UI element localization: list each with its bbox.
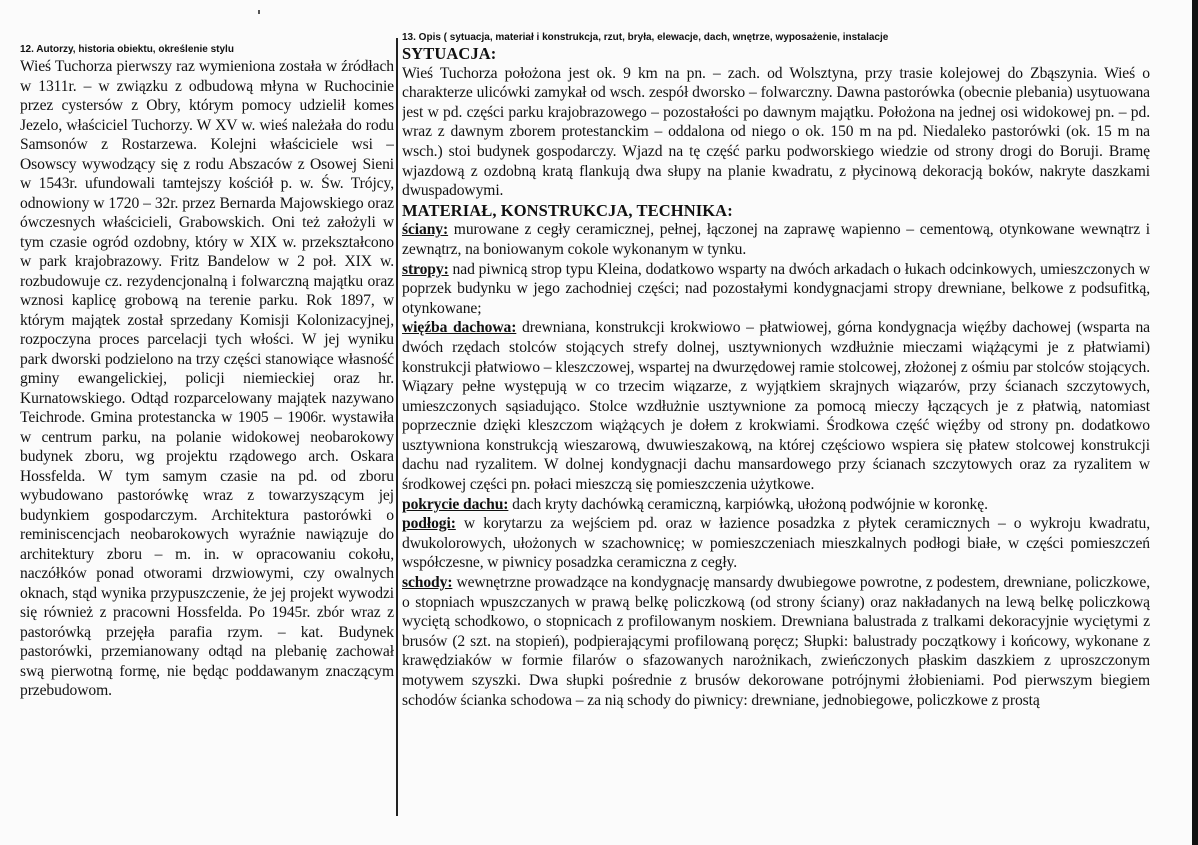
ceilings-label: stropy:	[402, 260, 449, 278]
section-12-header: 12. Autorzy, historia obiektu, określenie stylu	[20, 44, 234, 55]
stairs-label: schody:	[402, 574, 453, 592]
roofing-label: pokrycie dachu:	[402, 495, 509, 513]
roof-frame-paragraph	[402, 318, 1150, 494]
situation-text: Wieś Tuchorza położona jest ok. 9 km na pn. – zach. od Wolsztyna, przy trasie kolejowej do Zbąszynia. Wieś o charakterze ulicówki zamykał od wsch. zespół dworsko – folwarczny. Dawna pastorówka (obecnie plebania) usytuowana jest w pd. części parku krajobrazowego – pozostałości po dawnym majątku. Położona na jednej osi widokowej pn. – pd. wraz z dawnym zborem protestanckim – oddalona od niego o ok. 150 m na pd. Niedaleko pastorówki (ok. 15 m na wsch.) stoi budynek gospodarczy. Wjazd na tę część parku podworskiego wiedzie od strony drogi do Boruji. Bramę wjazdową z ozdobną kratą flankują dwa słupy na planie kwadratu, z płycinową dekoracją boków, nakryte daszkami dwuspadowymi.	[402, 64, 1150, 200]
roof-frame-text: drewniana, konstrukcji krokwiowo – płatwiowej, górna kondygnacja więźby dachowej (wsparta na dwóch rzędach stolców stojących strefy dolnej, usztywnionych wzdłużnie mieczami wiążącymi je z płatwiami) konstrukcji płatwiowo – kleszczowej, wspartej na dwurzędowej ramie stolcowej, złożonej z ośmiu par stolców stojących. Wiązary pełne występują w co trzecim wiązarze, z wyjątkiem skrajnych wiązarów, przy ścianach szczytowych, umieszczonych sąsiadująco. Stolce wzdłużnie usztywnione za pomocą mieczy łączących je z płatwią, natomiast poprzecznie dzięki kleszczom wiążących je dołem z krokwiami. Środkowa część więźby od strony pn. dodatkowo usztywniona konstrukcją wieszarową, dwuwieszakową, na której częściowo wspiera się płatew stolcowej konstrukcji dachu nad ryzalitem. W dolnej kondygnacji dachu mansardowego przy ścianach szczytowych oraz za ryzalitem w środkowej części pn. połaci mieszczą się pomieszczenia użytkowe.	[402, 319, 1150, 494]
material-title: MATERIAŁ, KONSTRUKCJA, TECHNIKA:	[402, 200, 733, 220]
left-column	[20, 40, 394, 830]
history-text: Wieś Tuchorza pierwszy raz wymieniona została w źródłach w 1311r. – w związku z odbudową młyna w Ruchocinie przez cystersów z Obry, którym pomocy udzielił komes Jezelo, właściciel Tuchorzy. W XV w. wieś należała do rodu Samsonów z Rostarzewa. Kolejni właściciele wsi – Osowscy wywodzący się z rodu Abszaców z Osowej Sieni w 1543r. ufundowali tamtejszy kościół p. w. Św. Trójcy, odnowiony w 1720 – 32r. przez Bernarda Majowskiego oraz ówczesnych właścicieli, Grabowskich. Oni też założyli w tym czasie ogród ozdobny, który w XIX w. przekształcono w park krajobrazowy. Fritz Bandelow w 2 poł. XIX w. rozbudowuje cz. rezydencjonalną i folwarczną majątku oraz wznosi kaplicę grobową na terenie parku. Rok 1897, w którym majątek został sprzedany Komisji Kolonizacyjnej, rozpoczyna proces parcelacji tych włości. W jej wyniku park dworski podzielono na trzy części stanowiące własność gminy ewangelickiej, policji niemieckiej oraz hr. Kurnatowskiego. Odtąd rozparcelowany majątek nazywano Teichrode. Gmina protestancka w 1905 – 1906r. wystawiła w centrum parku, na polanie widokowej neobarokowy budynek zboru, wg projektu rządowego arch. Oskara Hossfelda. W tym samym czasie na pd. od zboru wybudowano pastorówkę wraz z towarzyszącym jej budynkiem gospodarczym. Architektura pastorówki o reminiscencjach neobarokowych wyraźnie nawiązuje do architektury zboru – m. in. w opracowaniu cokołu, naczółków ponad otworami drzwiowymi, czy owalnych oknach, stąd wynika przypuszczenie, że jej projekt wywodzi się również z pracowni Hossfelda. Po 1945r. zbór wraz z pastorówką przejęła parafia rzym. – kat. Budynek pastorówki, przemianowany odtąd na plebanię zachował swą pierwotną formę, nie będąc poddawanym znaczącym przebudowom.	[20, 58, 394, 699]
situation-title: SYTUACJA:	[402, 44, 497, 63]
section-13-header: 13. Opis ( sytuacja, materiał i konstrukcja, rzut, bryła, elewacje, dach, wnętrze, wyposażenie, instalacje	[402, 32, 889, 43]
description-body	[402, 44, 1150, 710]
walls-text: murowane z cegły ceramicznej, pełnej, łączonej na zaprawę wapienno – cementową, otynkowane wewnątrz i zewnątrz, na boniowanym cokole wykonanym w tynku.	[402, 221, 1150, 258]
floors-paragraph	[402, 514, 1150, 573]
ceilings-text: nad piwnicą strop typu Kleina, dodatkowo wsparty na dwóch arkadach o łukach odcinkowych, umieszczonych w poprzek budynku w jego zachodniej części; nad pozostałymi kondygnacjami stropy drewniane, belkowe z podsufitką, otynkowane;	[402, 260, 1150, 317]
stairs-paragraph	[402, 573, 1150, 710]
floors-text: w korytarzu za wejściem pd. oraz w łazience posadzka z płytek ceramicznych – o wykroju kwadratu, dwukolorowych, ułożonych w szachownicę; w pomieszczeniach mieszkalnych podłogi białe, w części pomieszczeń współczesne, w piwnicy posadzka ceramiczna z cegły.	[402, 515, 1150, 572]
roof-frame-label: więźba dachowa:	[402, 319, 517, 337]
roofing-text: dach kryty dachówką ceramiczną, karpiówką, ułożoną podwójnie w koronkę.	[508, 495, 988, 513]
scan-mark	[258, 10, 260, 14]
ceilings-paragraph	[402, 260, 1150, 319]
walls-paragraph	[402, 220, 1150, 259]
column-divider	[396, 38, 398, 816]
stairs-text: wewnętrzne prowadzące na kondygnację mansardy dwubiegowe powrotne, z podestem, drewniane, policzkowe, o stopniach wpuszczanych w prawą belkę policzkową (od strony ściany) oraz nakładanych na lewą belkę policzkową wyciętą schodkowo, o stopnicach z profilowanym noskiem. Drewniana balustrada z tralkami dekoracyjnie wyciętymi z brusów (2 szt. na stopień), podpierającymi profilowaną poręcz; Słupki: balustrady początkowy i końcowy, wykonane z krawędziaków w formie filarów o sfazowanych narożnikach, zwieńczonych płaskim daszkiem z uproszczonym motywem szyszki. Dwa słupki pośrednie z brusów dekorowane potrójnymi żłobieniami. Pod pierwszym biegiem schodów ścianka schodowa – za nią schody do piwnicy: drewniane, jednobiegowe, policzkowe z prostą	[402, 574, 1150, 709]
roofing-paragraph	[402, 495, 1150, 515]
right-column	[402, 32, 1150, 812]
floors-label: podłogi:	[402, 515, 456, 533]
walls-label: ściany:	[402, 221, 449, 239]
